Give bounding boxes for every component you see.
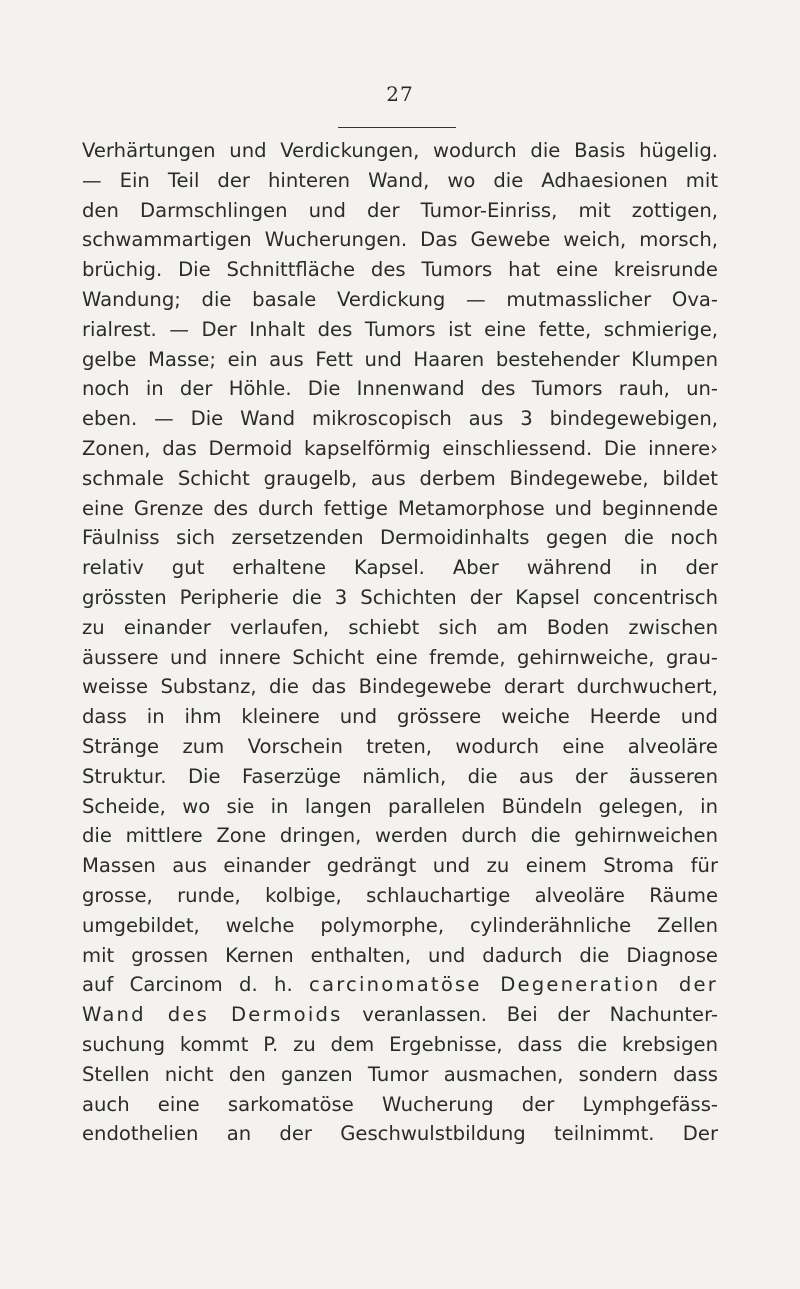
text-line: die mittlere Zone dringen, werden durch die gehirnweichen (82, 824, 718, 848)
text-line: suchung kommt P. zu dem Ergebnisse, dass die krebsigen (82, 1032, 718, 1056)
text-line: grössten Peripherie die 3 Schichten der Kapsel concentrisch (82, 585, 718, 609)
text-fragment: auf Carcinom d. h. (82, 973, 293, 997)
text-line: Zonen, das Dermoid kapselförmig einschliessend. Die innere› (82, 436, 718, 460)
text-line: schwammartigen Wucherungen. Das Gewebe weich, morsch, (82, 228, 718, 252)
text-line: gelbe Masse; ein aus Fett und Haaren bestehender Klumpen (82, 347, 718, 371)
text-line: — Ein Teil der hinteren Wand, wo die Adhaesionen mit (82, 168, 718, 192)
text-line: dass in ihm kleinere und grössere weiche Heerde und (82, 705, 718, 729)
header-rule (338, 127, 456, 128)
text-line: eine Grenze des durch fettige Metamorphose und beginnende (82, 496, 718, 520)
text-line: Stellen nicht den ganzen Tumor ausmachen, sondern dass (82, 1062, 718, 1086)
text-line: Stränge zum Vorschein treten, wodurch eine alveoläre (82, 734, 718, 758)
text-line: auch eine sarkomatöse Wucherung der Lymphgefäss- (82, 1092, 718, 1116)
text-line: weisse Substanz, die das Bindegewebe derart durchwuchert, (82, 675, 718, 699)
text-line: umgebildet, welche polymorphe, cylinderähnliche Zellen (82, 913, 718, 937)
text-line: endothelien an der Geschwulstbildung teilnimmt. Der (82, 1122, 718, 1146)
text-line: den Darmschlingen und der Tumor-Einriss, mit zottigen, (82, 198, 718, 222)
text-line: mit grossen Kernen enthalten, und dadurch die Diagnose (82, 943, 718, 967)
text-line: Verhärtungen und Verdickungen, wodurch die Basis hügelig. (82, 139, 718, 162)
text-line: Struktur. Die Faserzüge nämlich, die aus der äusseren (82, 764, 718, 788)
text-line: grosse, runde, kolbige, schlauchartige alveoläre Räume (82, 883, 718, 907)
text-line (82, 1000, 718, 1030)
text-line: brüchig. Die Schnittfläche des Tumors hat eine kreisrunde (82, 258, 718, 282)
body-text (82, 136, 718, 1149)
text-line: äussere und innere Schicht eine fremde, gehirnweiche, grau- (82, 645, 718, 669)
text-line: eben. — Die Wand mikroscopisch aus 3 bindegewebigen, (82, 407, 718, 431)
text-line: Massen aus einander gedrängt und zu einem Stroma für (82, 854, 718, 878)
text-fragment: veranlassen. Bei der Nachunter- (362, 1003, 718, 1027)
spaced-emphasis: carcinomatöse Degeneration der (309, 973, 718, 997)
text-line: zu einander verlaufen, schiebt sich am Boden zwischen (82, 615, 718, 639)
text-line: Scheide, wo sie in langen parallelen Bündeln gelegen, in (82, 794, 718, 818)
text-line: schmale Schicht graugelb, aus derbem Bindegewebe, bildet (82, 466, 718, 490)
page-number: 27 (386, 82, 414, 106)
text-line: rialrest. — Der Inhalt des Tumors ist eine fette, schmierige, (82, 317, 718, 341)
text-line: relativ gut erhaltene Kapsel. Aber während in der (82, 556, 718, 580)
text-line: Wandung; die basale Verdickung — mutmasslicher Ova- (82, 287, 718, 311)
text-line: Fäulniss sich zersetzenden Dermoidinhalts gegen die noch (82, 526, 718, 550)
text-line (82, 970, 718, 1000)
spaced-emphasis: Wand des Dermoids (82, 1003, 343, 1027)
text-line: noch in der Höhle. Die Innenwand des Tumors rauh, un- (82, 377, 718, 401)
